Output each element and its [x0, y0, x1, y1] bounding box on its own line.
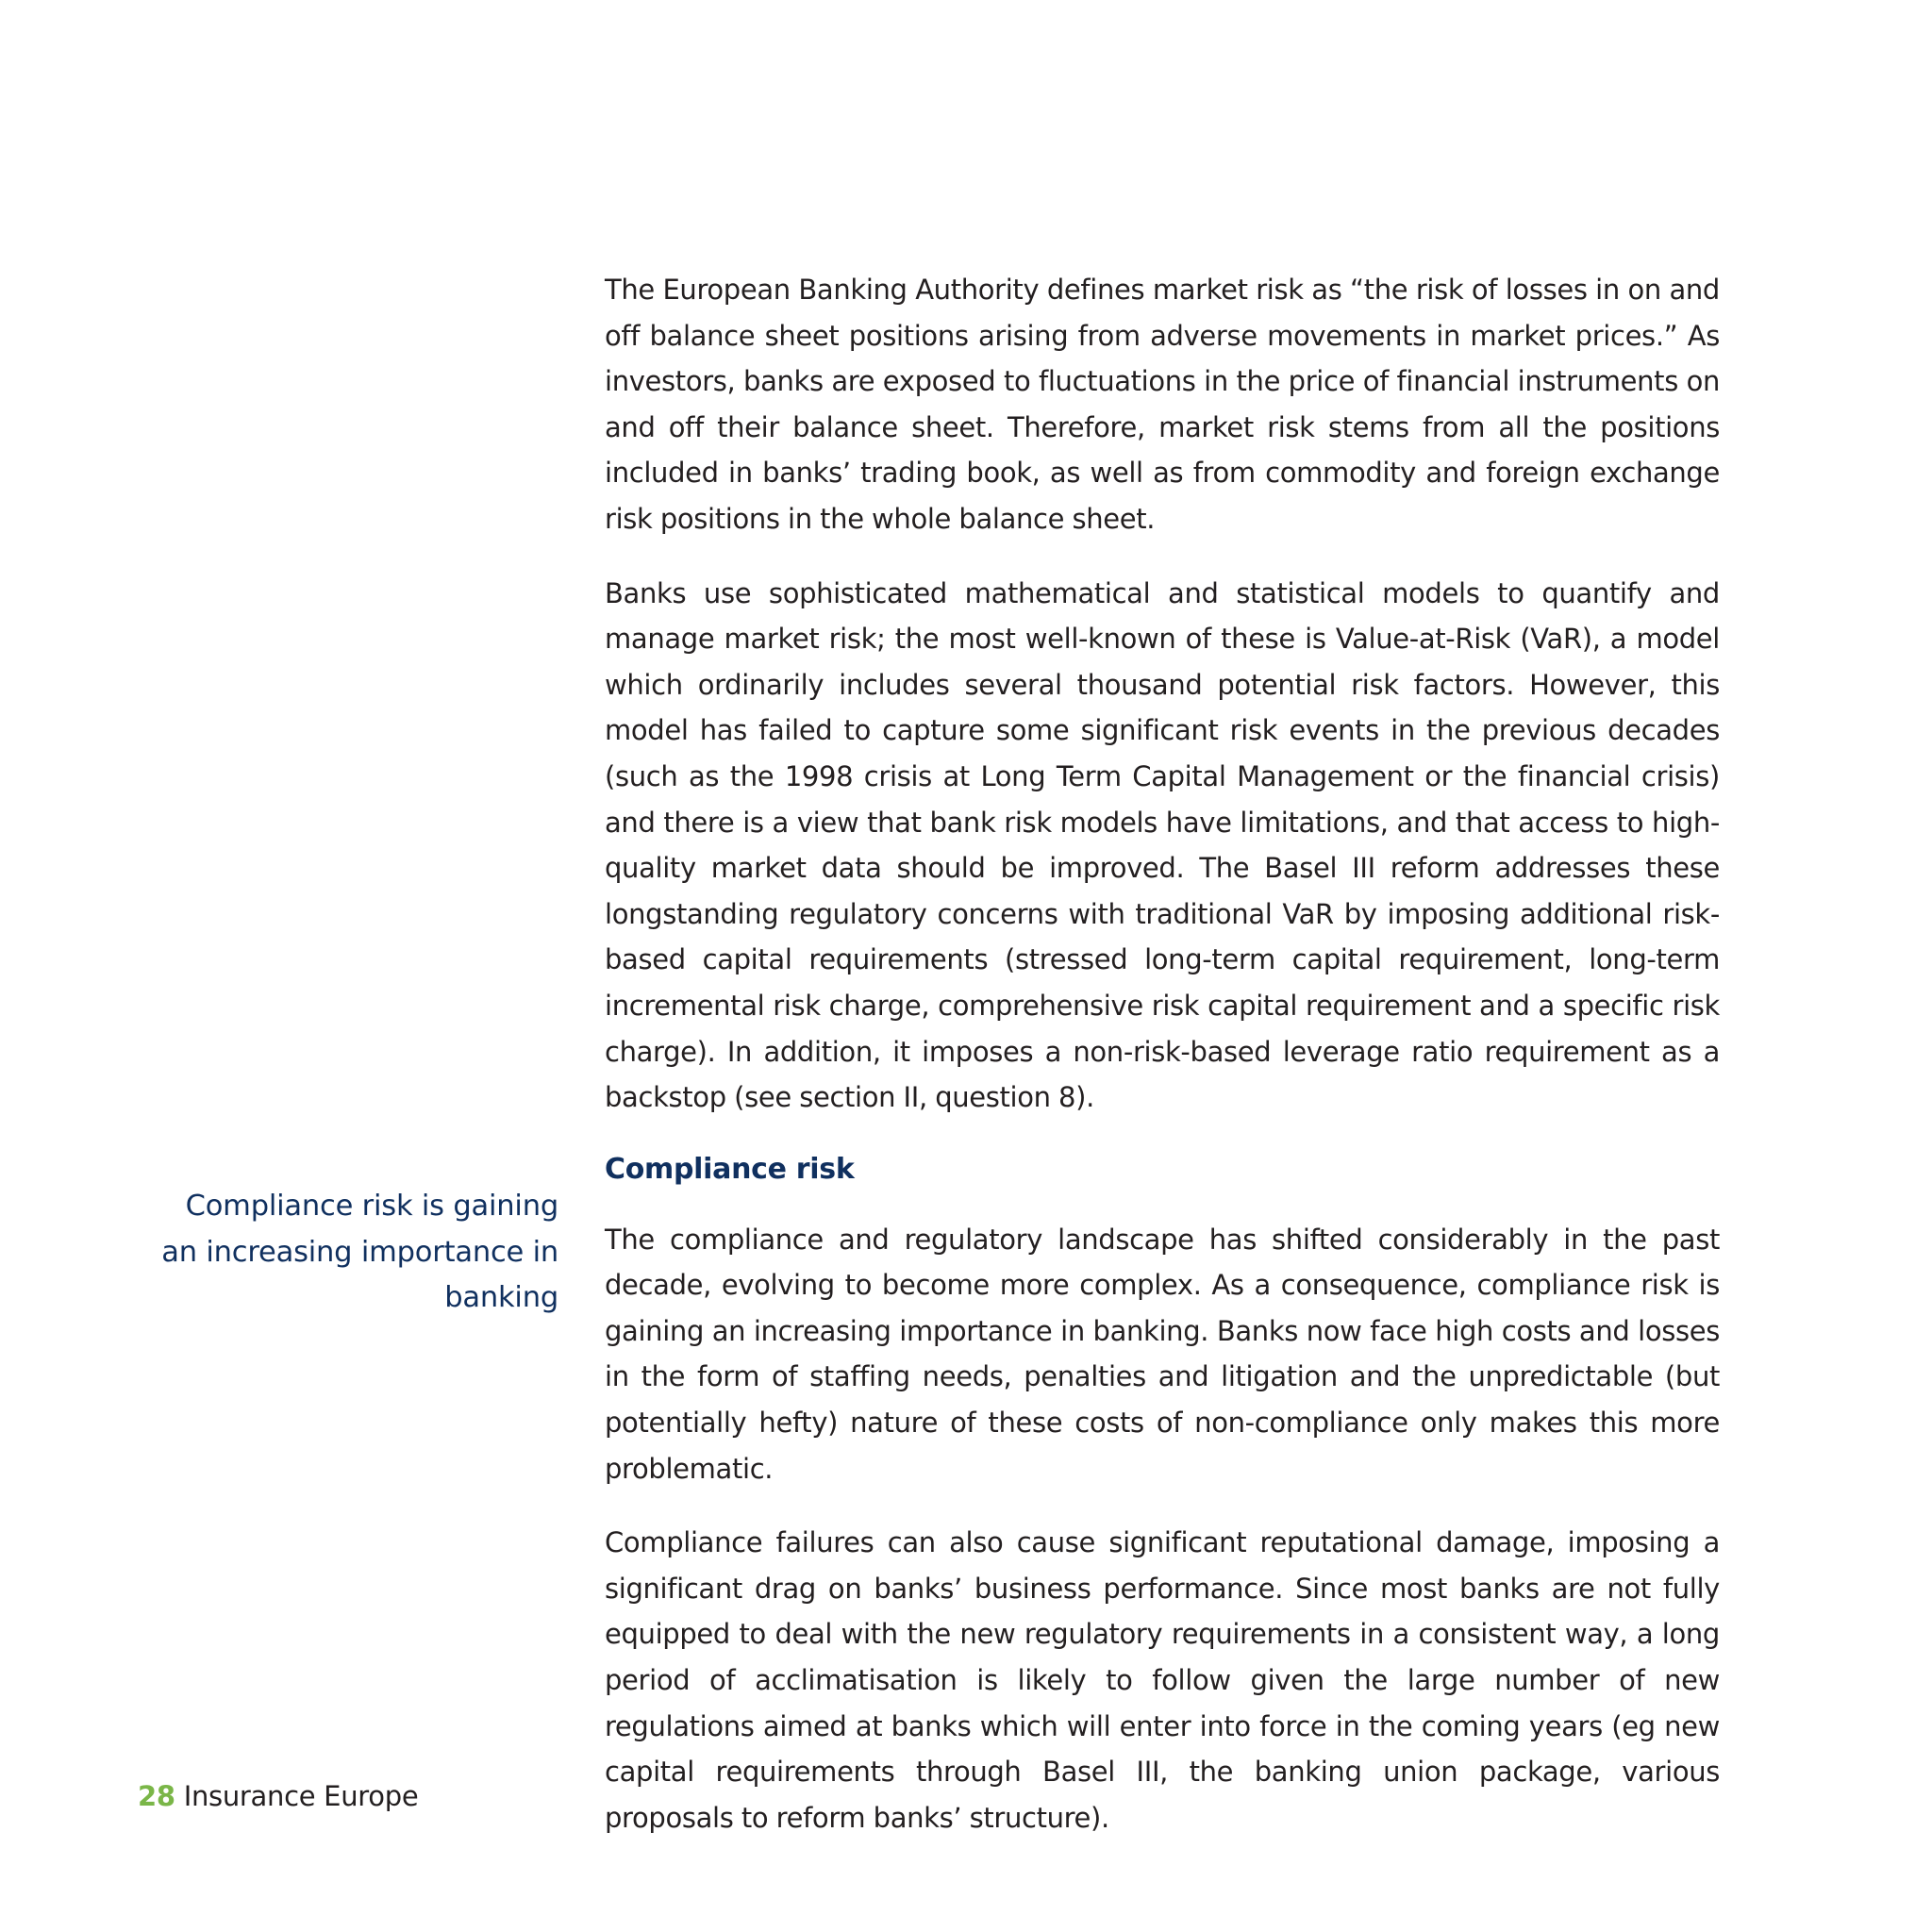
- paragraph-market-risk-definition: The European Banking Authority defines market risk as “the risk of losses in on and off balance sheet positions arising from adverse movements in market prices.” As investors, banks are exposed to fluctuations in the price of financial instruments on and off their balance sheet. Therefore, market risk stems from all the positions included in banks’ trading book, as well as from commodity and foreign exchange risk positions in the whole balance sheet.: [605, 274, 1720, 535]
- paragraph-var-models: Banks use sophisticated mathematical and statistical models to quantify and manage market risk; the most well-known of these is Value-at-Risk (VaR), a model which ordinarily includes several thousand potential risk factors. However, this model has failed to capture some significant risk events in the previous decades (such as the 1998 crisis at Long Term Capital Management or the financial crisis) and there is a view that bank risk models have limitations, and that access to high-quality market data should be improved. The Basel III reform addresses these longstanding regulatory concerns with traditional VaR by imposing additional risk-based capital requirements (stressed long-term capital requirement, long-term incremental risk charge, comprehensive risk capital requirement and a specific risk charge). In addition, it imposes a non-risk-based leverage ratio requirement as a backstop (see section II, question 8).: [605, 576, 1720, 1114]
- page-footer: [138, 1777, 418, 1815]
- margin-pull-quote: Compliance risk is gaining an increasing importance in banking: [161, 1190, 558, 1315]
- paragraph-compliance-failures: Compliance failures can also cause significant reputational damage, imposing a significant drag on banks’ business performance. Since most banks are not fully equipped to deal with the new regulatory requirements in a consistent way, a long period of acclimatisation is likely to follow given the large number of new regulations aimed at banks which will enter into force in the coming years (eg new capital requirements through Basel III, the banking union package, various proposals to reform banks’ structure).: [605, 1526, 1720, 1834]
- section-heading-compliance-risk: Compliance risk: [605, 1152, 855, 1186]
- footer-publisher: Insurance Europe: [183, 1780, 419, 1812]
- main-text-column: [605, 267, 1720, 1840]
- paragraph-compliance-landscape: The compliance and regulatory landscape has shifted considerably in the past decade, evolving to become more complex. As a consequence, compliance risk is gaining an increasing importance in banking. Banks now face high costs and losses in the form of staffing needs, penalties and litigation and the unpredictable (but potentially hefty) nature of these costs of non-compliance only makes this more problematic.: [605, 1223, 1720, 1485]
- page-number: 28: [138, 1780, 175, 1812]
